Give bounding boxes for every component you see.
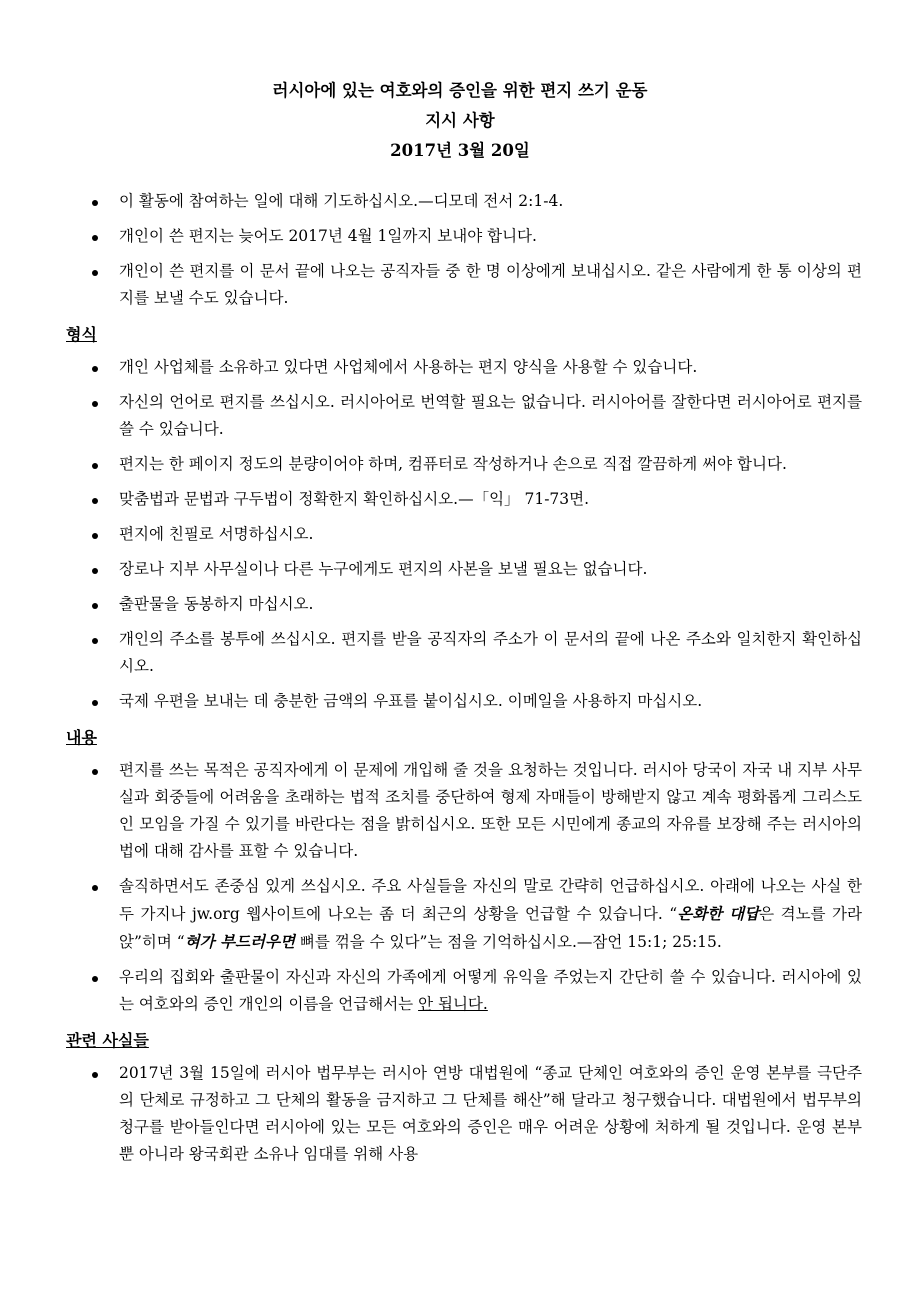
content-list [66,757,862,1018]
list-item: 편지에 친필로 서명하십시오. [66,521,862,548]
format-heading: 형식 [66,325,97,344]
facts-heading: 관련 사실들 [66,1031,149,1050]
bullet-icon [92,976,98,982]
bullet-icon [92,769,98,775]
bullet-icon [92,270,98,276]
bullet-icon [92,1072,98,1078]
facts-list [66,1060,862,1168]
list-item: 2017년 3월 15일에 러시아 법무부는 러시아 연방 대법원에 “종교 단체인 여호와의 증인 운영 본부를 극단주의 단체로 규정하고 그 단체의 활동을 금지하고 그 단체를 해산”해 달라고 청구했습니다. 대법원에서 법무부의 청구를 받아들인다면 러시아에 있는 모든 여호와의 증인은 매우 어려운 상황에 처하게 될 것입니다. 운영 본부뿐 아니라 왕국회관 소유나 임대를 위해 사용 [66,1060,862,1168]
title-main: 러시아에 있는 여호와의 증인을 위한 편지 쓰기 운동 [272,81,648,100]
format-list [66,354,862,715]
document-title [0,76,920,166]
underlined-text: 안 됩니다. [418,995,488,1013]
bullet-icon [92,603,98,609]
list-item: 이 활동에 참여하는 일에 대해 기도하십시오.—디모데 전서 2:1-4. [66,188,862,215]
emphasis-text: 온화한 대답 [677,904,760,923]
bullet-icon [92,700,98,706]
intro-list [66,188,862,312]
document-body [66,188,862,1176]
list-item: 장로나 지부 사무실이나 다른 누구에게도 편지의 사본을 보낼 필요는 없습니다. [66,556,862,583]
list-item: 국제 우편을 보내는 데 충분한 금액의 우표를 붙이십시오. 이메일을 사용하지 마십시오. [66,688,862,715]
bullet-icon [92,235,98,241]
list-item: 편지를 쓰는 목적은 공직자에게 이 문제에 개입해 줄 것을 요청하는 것입니다. 러시아 당국이 자국 내 지부 사무실과 회중들에 어려움을 초래하는 법적 조치를 중단하여 형제 자매들이 방해받지 않고 계속 평화롭게 그리스도인 모임을 가질 수 있기를 바란다는 점을 밝히십시오. 또한 모든 시민에게 종교의 자유를 보장해 주는 러시아의 법에 대해 감사를 표할 수 있습니다. [66,757,862,865]
title-subtitle: 지시 사항 [425,111,495,130]
bullet-icon [92,463,98,469]
bullet-icon [92,638,98,644]
list-item: 개인 사업체를 소유하고 있다면 사업체에서 사용하는 편지 양식을 사용할 수 있습니다. [66,354,862,381]
bullet-icon [92,200,98,206]
title-date: 2017년 3월 20일 [390,141,530,160]
list-item: 맞춤법과 문법과 구두법이 정확한지 확인하십시오.—「익」 71-73면. [66,486,862,513]
content-heading: 내용 [66,728,97,747]
bullet-icon [92,568,98,574]
bullet-icon [92,533,98,539]
list-item: 자신의 언어로 편지를 쓰십시오. 러시아어로 번역할 필요는 없습니다. 러시아어를 잘한다면 러시아어로 편지를 쓸 수 있습니다. [66,389,862,443]
list-item: 솔직하면서도 존중심 있게 쓰십시오. 주요 사실들을 자신의 말로 간략히 언급하십시오. 아래에 나오는 사실 한두 가지나 jw.org 웹사이트에 나오는 좀 더 최근의 상황을 언급할 수 있습니다. “온화한 대답은 격노를 가라앉”히며 “혀가 부드러우면 뼈를 꺾을 수 있다”는 점을 기억하십시오.—잠언 15:1; 25:15. [66,873,862,956]
list-item: 개인이 쓴 편지를 이 문서 끝에 나오는 공직자들 중 한 명 이상에게 보내십시오. 같은 사람에게 한 통 이상의 편지를 보낼 수도 있습니다. [66,258,862,312]
list-item: 편지는 한 페이지 정도의 분량이어야 하며, 컴퓨터로 작성하거나 손으로 직접 깔끔하게 써야 합니다. [66,451,862,478]
bullet-icon [92,498,98,504]
bullet-icon [92,401,98,407]
emphasis-text: 혀가 부드러우면 [184,932,295,951]
list-item: 개인이 쓴 편지는 늦어도 2017년 4월 1일까지 보내야 합니다. [66,223,862,250]
list-item: 우리의 집회와 출판물이 자신과 자신의 가족에게 어떻게 유익을 주었는지 간단히 쓸 수 있습니다. 러시아에 있는 여호와의 증인 개인의 이름을 언급해서는 안 됩니다. [66,964,862,1018]
list-item: 개인의 주소를 봉투에 쓰십시오. 편지를 받을 공직자의 주소가 이 문서의 끝에 나온 주소와 일치한지 확인하십시오. [66,626,862,680]
bullet-icon [92,885,98,891]
bullet-icon [92,366,98,372]
list-item: 출판물을 동봉하지 마십시오. [66,591,862,618]
